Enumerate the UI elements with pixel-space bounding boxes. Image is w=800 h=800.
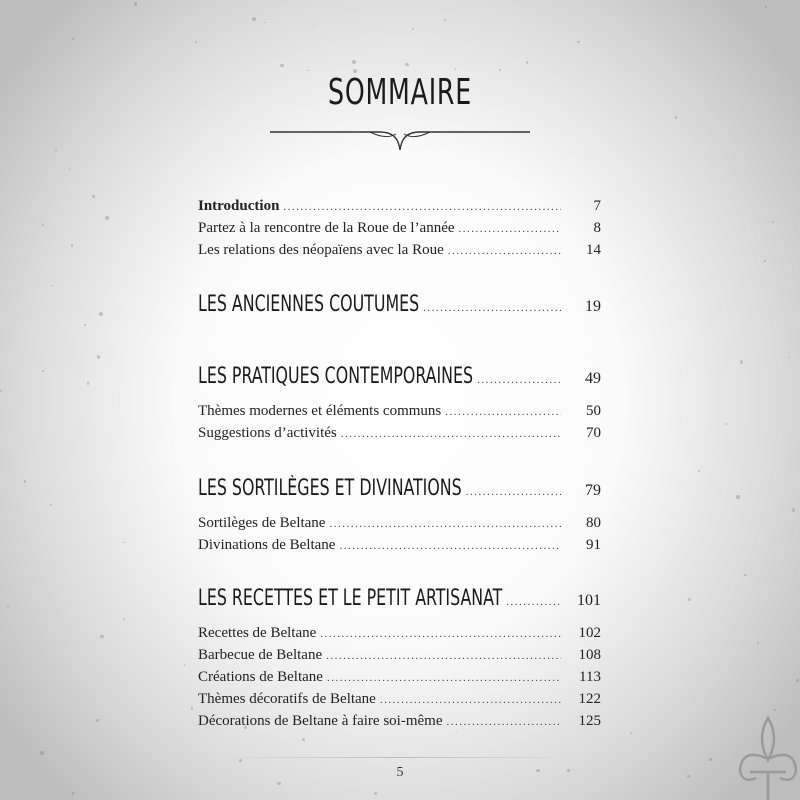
toc-entry-row xyxy=(198,425,601,442)
texture-speck xyxy=(123,618,125,620)
toc-leader-dots xyxy=(448,245,561,257)
texture-speck xyxy=(412,28,414,30)
toc-section-title: LES PRATIQUES CONTEMPORAINES xyxy=(198,364,474,389)
toc-entry-label: Divinations de Beltane xyxy=(198,537,336,553)
toc-section-title: LES SORTILÈGES ET DIVINATIONS xyxy=(198,476,462,501)
texture-speck xyxy=(499,69,501,71)
texture-speck xyxy=(99,312,102,315)
texture-speck xyxy=(72,792,74,794)
toc-page-number: 101 xyxy=(577,592,601,609)
texture-speck xyxy=(792,508,795,511)
texture-speck xyxy=(577,41,579,43)
toc-section-row xyxy=(198,586,601,611)
texture-speck xyxy=(796,679,799,682)
texture-speck xyxy=(195,41,197,43)
texture-speck xyxy=(42,370,43,371)
toc-page-number: 49 xyxy=(585,370,601,387)
texture-speck xyxy=(42,224,44,226)
texture-speck xyxy=(50,504,52,506)
texture-speck xyxy=(7,605,9,607)
texture-speck xyxy=(736,495,739,498)
toc-entry-row xyxy=(198,242,601,259)
toc-entry-label: Introduction xyxy=(198,198,280,214)
texture-speck xyxy=(709,758,711,760)
toc-page-number: 50 xyxy=(586,403,601,419)
texture-speck xyxy=(105,216,108,219)
texture-speck xyxy=(109,132,110,133)
texture-speck xyxy=(526,61,528,63)
toc-section-row xyxy=(198,476,601,501)
toc-entry-label: Suggestions d’activités xyxy=(198,425,337,441)
texture-speck xyxy=(277,782,280,785)
texture-speck xyxy=(264,22,265,23)
texture-speck xyxy=(69,168,70,169)
texture-speck xyxy=(100,635,104,639)
toc-page-number: 122 xyxy=(578,691,601,707)
texture-speck xyxy=(239,759,242,762)
toc-entry-label: Barbecue de Beltane xyxy=(198,647,323,663)
texture-speck xyxy=(788,357,790,359)
texture-speck xyxy=(698,470,700,472)
fleur-de-lis-icon xyxy=(728,708,800,800)
toc-page-number: 7 xyxy=(593,198,601,214)
texture-speck xyxy=(72,38,74,40)
toc-section-row xyxy=(198,292,601,317)
texture-speck xyxy=(191,707,193,709)
page-number: 5 xyxy=(396,765,404,780)
texture-speck xyxy=(280,64,284,68)
texture-speck xyxy=(455,68,456,69)
texture-speck xyxy=(51,285,53,287)
texture-speck xyxy=(134,2,138,6)
texture-speck xyxy=(675,116,677,118)
toc-page-number: 8 xyxy=(593,220,601,236)
toc-entry-row xyxy=(198,515,601,532)
texture-speck xyxy=(0,390,2,392)
texture-speck xyxy=(374,792,377,795)
toc-entry-label: Créations de Beltane xyxy=(198,669,323,685)
page-title: SOMMAIRE xyxy=(327,72,472,113)
toc-leader-dots xyxy=(466,486,561,498)
texture-speck xyxy=(71,244,73,246)
texture-speck xyxy=(96,719,99,722)
texture-speck xyxy=(62,705,63,706)
texture-speck xyxy=(84,324,86,326)
texture-speck xyxy=(184,664,186,666)
toc-entry-row xyxy=(198,198,601,215)
footer-divider xyxy=(220,757,580,758)
toc-leader-dots xyxy=(446,716,561,728)
toc-section-title: LES ANCIENNES COUTUMES xyxy=(198,292,420,317)
toc-entry-row xyxy=(198,691,601,708)
texture-speck xyxy=(97,355,101,359)
toc-leader-dots xyxy=(459,223,561,235)
texture-speck xyxy=(30,65,31,66)
texture-speck xyxy=(3,496,4,497)
toc-section-title: LES RECETTES ET LE PETIT ARTISANAT xyxy=(198,586,503,611)
toc-entry-label: Les relations des néopaïens avec la Roue xyxy=(198,242,444,258)
toc-leader-dots xyxy=(320,628,561,640)
texture-speck xyxy=(744,574,747,577)
texture-speck xyxy=(302,738,305,741)
texture-speck xyxy=(55,149,57,151)
toc-entry-row xyxy=(198,669,601,686)
toc-entry-row xyxy=(198,220,601,237)
texture-speck xyxy=(764,260,766,262)
toc-page-number: 19 xyxy=(585,298,601,315)
toc-section-row xyxy=(198,364,601,389)
toc-entry-label: Thèmes décoratifs de Beltane xyxy=(198,691,376,707)
texture-speck xyxy=(87,382,89,384)
toc-leader-dots xyxy=(327,672,561,684)
texture-speck xyxy=(307,70,308,71)
toc-leader-dots xyxy=(326,650,561,662)
texture-speck xyxy=(630,732,633,735)
toc-leader-dots xyxy=(339,540,561,552)
texture-speck xyxy=(40,751,44,755)
texture-speck xyxy=(456,731,457,732)
toc-entry-row xyxy=(198,625,601,642)
toc-leader-dots xyxy=(283,201,561,213)
toc-leader-dots xyxy=(506,596,561,608)
toc-page-number: 14 xyxy=(586,242,601,258)
toc-entry-row xyxy=(198,647,601,664)
toc-page-number: 108 xyxy=(578,647,601,663)
texture-speck xyxy=(312,26,313,27)
toc-entry-label: Thèmes modernes et éléments communs xyxy=(198,403,442,419)
toc-page-number: 79 xyxy=(585,482,601,499)
toc-page-number: 113 xyxy=(579,669,601,685)
toc-entry-row xyxy=(198,713,601,730)
toc-entry-row xyxy=(198,403,601,420)
toc-entry-label: Recettes de Beltane xyxy=(198,625,317,641)
toc-leader-dots xyxy=(341,428,561,440)
texture-speck xyxy=(765,6,767,8)
texture-speck xyxy=(688,598,691,601)
texture-speck xyxy=(772,221,774,223)
texture-speck xyxy=(725,423,727,425)
texture-speck xyxy=(212,20,213,21)
texture-speck xyxy=(24,480,26,482)
toc-entry-label: Partez à la rencontre de la Roue de l’année xyxy=(198,220,455,236)
texture-speck xyxy=(757,642,759,644)
toc-page-number: 70 xyxy=(586,425,601,441)
flourish-divider-icon xyxy=(260,122,540,152)
texture-speck xyxy=(92,195,94,197)
toc-page-number: 80 xyxy=(586,515,601,531)
toc-leader-dots xyxy=(477,374,561,386)
toc-page-number: 102 xyxy=(578,625,601,641)
texture-speck xyxy=(123,542,125,544)
texture-speck xyxy=(405,63,409,67)
texture-speck xyxy=(352,60,356,64)
toc-page-number: 125 xyxy=(578,713,601,729)
texture-speck xyxy=(444,19,446,21)
toc-leader-dots xyxy=(380,694,561,706)
toc-leader-dots xyxy=(445,406,561,418)
toc-entry-label: Décorations de Beltane à faire soi-même xyxy=(198,713,443,729)
toc-entry-row xyxy=(198,537,601,554)
texture-speck xyxy=(252,17,256,21)
toc-entry-label: Sortilèges de Beltane xyxy=(198,515,326,531)
toc-leader-dots xyxy=(329,518,561,530)
toc-page-number: 91 xyxy=(586,537,601,553)
texture-speck xyxy=(740,360,744,364)
toc-leader-dots xyxy=(423,302,561,314)
